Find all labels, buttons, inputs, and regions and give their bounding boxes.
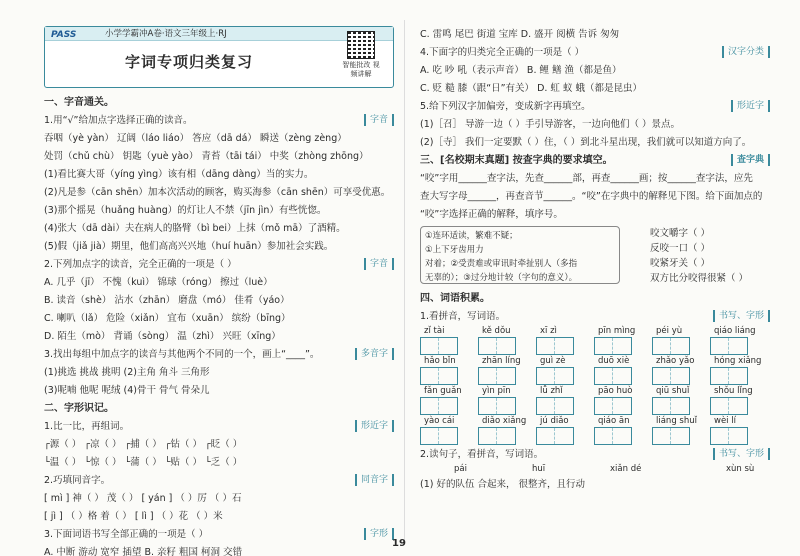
- line-text: A. 中断 游动 宽窄 插望 B. 亲籽 粗国 柯洞 交错: [44, 547, 243, 556]
- writing-box[interactable]: [594, 397, 632, 415]
- line-text: 2.巧填同音字。: [44, 475, 111, 486]
- right-column: [420, 26, 770, 494]
- line-text: └温（ ） └惊（ ） └蒲（ ） └贴（ ） └乏（ ）: [44, 457, 243, 468]
- line-text: 1.比一比，再组词。: [44, 421, 130, 432]
- exercise-line[interactable]: [44, 436, 394, 454]
- line-text: C. 贬 糙 膝（跟“日”有关） D. 虹 蚁 蛾（都是昆虫）: [420, 83, 642, 94]
- pinyin-label: hǎo bǐn: [424, 356, 456, 366]
- writing-box[interactable]: [420, 397, 458, 415]
- pinyin-label: péi yù: [656, 326, 683, 336]
- line-text: 处罚（chǔ chù） 钥匙（yuè yào） 青苔（tāi tái） 中奖（zhòng zhōng）: [44, 151, 369, 162]
- exercise-line[interactable]: [420, 134, 770, 152]
- series-title: 小学学霸冲A卷·语文三年级上·RJ: [105, 29, 227, 39]
- question-tag: 字音: [364, 258, 394, 270]
- question-tag: 形近字: [731, 100, 770, 112]
- pinyin-label: duō xiè: [598, 356, 630, 366]
- pinyin-label: kě dǒu: [482, 326, 511, 336]
- column-divider: [404, 20, 405, 540]
- line-text: 查大写字母______，再查音节______。“咬”在字典中的解释见下图。给下面加点的: [420, 191, 763, 202]
- pinyin-label: yìn pīn: [482, 386, 511, 396]
- writing-box[interactable]: [478, 337, 516, 355]
- line-text: (5)假（jiǎ jià）期里，他们高高兴兴地（huí huān）参加社会实践。: [44, 241, 334, 252]
- line-text: (3)呢喃 他呢 呢绒 (4)骨干 骨气 骨朵儿: [44, 385, 210, 396]
- pinyin-label: liáng shuǐ: [656, 416, 697, 426]
- writing-box[interactable]: [478, 397, 516, 415]
- section-4-title: 四、词语积累。: [420, 293, 490, 304]
- exercise-line[interactable]: [44, 256, 394, 274]
- pinyin-label: fǎn guǎn: [424, 386, 462, 396]
- line-text: ┌源（ ） ┌凉（ ） ┌捕（ ） ┌钻（ ） ┌眨（ ）: [44, 439, 243, 450]
- qr-caption: 智能批改 视频讲解: [342, 61, 380, 78]
- pass-logo: PASS: [51, 30, 77, 40]
- exercise-line[interactable]: [44, 472, 394, 490]
- question-tag: 查字典: [731, 154, 770, 166]
- pinyin-label: shǒu lǐng: [714, 386, 753, 396]
- writing-box[interactable]: [594, 337, 632, 355]
- line-text: 1.用“√”给加点字选择正确的读音。: [44, 115, 193, 126]
- exercise-line[interactable]: [44, 292, 394, 310]
- q2-sentence[interactable]: (1) 好的队伍 合起来， 很整齐，且行动: [420, 479, 586, 490]
- line-text: (1)看比赛大哥（yíng yìng）该有相（dāng dàng）当的实力。: [44, 169, 314, 180]
- writing-box[interactable]: [478, 427, 516, 445]
- line-text: A. 几乎（jī） 不愧（kuì） 锦球（róng） 擦过（luè）: [44, 277, 273, 288]
- pinyin-label: zhān líng: [482, 356, 521, 366]
- exercise-line[interactable]: [44, 310, 394, 328]
- line-text: 3.下面词语书写全部正确的一项是（ ）: [44, 529, 209, 540]
- exercise-line[interactable]: [44, 184, 394, 202]
- writing-box[interactable]: [710, 397, 748, 415]
- line-text: “咬”字选择正确的解释，填序号。: [420, 209, 563, 220]
- writing-box[interactable]: [652, 367, 690, 385]
- section-heading: [44, 94, 394, 112]
- dictionary-entry-line: ①上下牙齿用力: [425, 245, 484, 255]
- exercise-line[interactable]: [44, 112, 394, 130]
- page-title: 字词专项归类复习: [124, 53, 253, 71]
- pinyin-label: diǎo xiǎng: [482, 416, 527, 426]
- line-text: B. 读音（shè） 沾水（zhān） 磨盘（mó） 佳肴（yáo）: [44, 295, 290, 306]
- q2-pinyin-row: [420, 464, 770, 476]
- pinyin-label: pīn mìng: [598, 326, 636, 336]
- pinyin-grid-row: [420, 416, 770, 446]
- dictionary-panel: [420, 226, 770, 290]
- exercise-line[interactable]: [44, 418, 394, 436]
- writing-box[interactable]: [594, 367, 632, 385]
- question-text: 1.看拼音，写词语。: [420, 311, 506, 322]
- line-text: 5.给下列汉字加偏旁，变成新字再填空。: [420, 101, 591, 112]
- writing-box[interactable]: [536, 397, 574, 415]
- pinyin-grid: [420, 326, 770, 446]
- exercise-line[interactable]: [420, 98, 770, 116]
- line-text: “咬”字用______查字法，先查______部，再查______画；按______查字法，应先: [420, 173, 753, 184]
- line-text: C. 雷鸣 尾巴 街道 宝库 D. 盛开 阅横 告诉 匆匆: [420, 29, 620, 40]
- writing-box[interactable]: [710, 337, 748, 355]
- line-text: A. 吃 吵 吼（表示声音） B. 鲤 鳝 渔（都是鱼）: [420, 65, 622, 76]
- exercise-line[interactable]: [44, 526, 394, 544]
- line-text: 吞咽（yè yàn） 辽阔（láo liáo） 答应（dā dá） 瞬送（zèng zèng）: [44, 133, 347, 144]
- line-text: 4.下面字的归类完全正确的一项是（ ）: [420, 47, 585, 58]
- line-text: 2.下列加点字的读音，完全正确的一项是（ ）: [44, 259, 237, 270]
- word-choice-list: [650, 226, 748, 286]
- dictionary-entry-line: 对着；②受责难或审讯时牵扯别人（多指: [425, 259, 578, 269]
- writing-box[interactable]: [536, 427, 574, 445]
- pinyin-label: pāo huò: [598, 386, 633, 396]
- word-choice[interactable]: 反咬一口（ ）: [650, 243, 711, 254]
- writing-box[interactable]: [420, 337, 458, 355]
- line-text: (1)挑选 挑战 挑明 (2)主角 角斗 三角形: [44, 367, 210, 378]
- exercise-line[interactable]: [44, 544, 394, 556]
- pinyin-label: zhǎo yǎo: [656, 356, 695, 366]
- pinyin-hint: xiǎn dé: [610, 464, 642, 474]
- exercise-line[interactable]: [44, 166, 394, 184]
- writing-box[interactable]: [652, 337, 690, 355]
- line-text: (2)凡是参（cān shēn）加本次活动的顾客，购买海参（cān shēn）可享受优惠。: [44, 187, 391, 198]
- header-bar: [45, 27, 393, 41]
- writing-box[interactable]: [420, 427, 458, 445]
- pinyin-grid-row: [420, 326, 770, 356]
- pinyin-label: guì zè: [540, 356, 566, 366]
- writing-box[interactable]: [536, 367, 574, 385]
- exercise-line[interactable]: [44, 202, 394, 220]
- exercise-line[interactable]: [420, 62, 770, 80]
- exercise-line[interactable]: [44, 148, 394, 166]
- section-heading: [420, 152, 770, 170]
- question-tag: 形近字: [355, 420, 394, 432]
- exercise-line[interactable]: [44, 382, 394, 400]
- line-text: 3.找出每组中加点字的读音与其他两个不同的一个，画上“____”。: [44, 349, 320, 360]
- dictionary-entry-line: 无辜的）；③过分地计较（字句的意义）。: [425, 273, 578, 283]
- exercise-line[interactable]: [420, 116, 770, 134]
- writing-box[interactable]: [594, 427, 632, 445]
- exercise-line[interactable]: [44, 490, 394, 508]
- line-text: (3)那个摇晃（huǎng huàng）的灯让人不禁（jīn jìn）有些恍惚。: [44, 205, 327, 216]
- pinyin-label: wèi lí: [714, 416, 736, 426]
- writing-box[interactable]: [652, 397, 690, 415]
- qr-code-icon[interactable]: [347, 31, 375, 59]
- exercise-line[interactable]: [44, 274, 394, 292]
- pinyin-hint: xùn sù: [726, 464, 755, 474]
- exercise-line[interactable]: [420, 206, 770, 224]
- page-number: 19: [392, 538, 406, 549]
- question-text: 2.读句子，看拼音，写词语。: [420, 449, 544, 460]
- word-choice[interactable]: 双方比分咬得很紧（ ）: [650, 273, 749, 284]
- line-text: 三、[名校期末真题] 按查字典的要求填空。: [420, 155, 613, 166]
- exercise-line[interactable]: [44, 364, 394, 382]
- pinyin-grid-row: [420, 356, 770, 386]
- line-text: 一、字音通关。: [44, 97, 114, 108]
- exercise-line[interactable]: [420, 80, 770, 98]
- left-exercise-list: [44, 94, 394, 556]
- question-tag: 字形: [364, 528, 394, 540]
- header-box: [44, 26, 394, 88]
- pinyin-label: zǐ tài: [424, 326, 445, 336]
- pinyin-label: jú diǎo: [540, 416, 569, 426]
- line-text: 二、字形识记。: [44, 403, 114, 414]
- pinyin-label: lǚ zhǐ: [540, 386, 563, 396]
- exercise-line[interactable]: [44, 328, 394, 346]
- writing-box[interactable]: [710, 367, 748, 385]
- exercise-line[interactable]: [44, 454, 394, 472]
- line-text: [ mì ] 神（ ） 茂（ ） [ yán ] （ ）厉 （ ）石: [44, 493, 242, 504]
- pinyin-hint: huī: [532, 464, 546, 474]
- word-choice[interactable]: 咬紧牙关（ ）: [650, 258, 711, 269]
- pinyin-label: qiáo liáng: [714, 326, 756, 336]
- question-4-1: [420, 308, 770, 326]
- pinyin-label: xī zì: [540, 326, 557, 336]
- right-exercise-list: [420, 26, 770, 224]
- pinyin-hint: pái: [454, 464, 467, 474]
- question-tag: 书写、字形: [713, 310, 770, 322]
- exercise-line[interactable]: [44, 238, 394, 256]
- exercise-line[interactable]: [44, 346, 394, 364]
- pinyin-label: hóng xiǎng: [714, 356, 762, 366]
- dictionary-entry-box: [420, 226, 620, 284]
- question-4-2: [420, 446, 770, 464]
- line-text: (1)［召］ 导游一边（ ）手引导游客，一边向他们（ ）景点。: [420, 119, 681, 130]
- exercise-line[interactable]: [420, 170, 770, 188]
- question-tag: 汉字分类: [722, 46, 770, 58]
- exercise-line[interactable]: [44, 508, 394, 526]
- line-text: (4)张大（dā dài）夫在病人的胳臂（bì bei）上抹（mǒ mā）了酒精。: [44, 223, 346, 234]
- line-text: [ jì ] （ ）格 着（ ） [ lì ] （ ）花 （ ）米: [44, 511, 223, 522]
- pinyin-label: qiū shuǐ: [656, 386, 690, 396]
- line-text: (2)［寺］ 我们一定要默（ ）住，（ ）到北斗星出现，我们就可以知道方向了。: [420, 137, 752, 148]
- left-column: [44, 26, 394, 556]
- exercise-line[interactable]: [420, 188, 770, 206]
- question-tag: 多音字: [355, 348, 394, 360]
- word-choice[interactable]: 咬文嚼字（ ）: [650, 228, 711, 239]
- writing-box[interactable]: [478, 367, 516, 385]
- pinyin-label: qiáo ān: [598, 416, 630, 426]
- pinyin-label: yào cái: [424, 416, 455, 426]
- dictionary-entry-line: ①连环适读，繁难不疑；: [425, 231, 518, 241]
- question-tag: 同音字: [355, 474, 394, 486]
- exercise-line[interactable]: [420, 26, 770, 44]
- writing-box[interactable]: [420, 367, 458, 385]
- line-text: D. 陌生（mò） 背诵（sòng） 温（zhì） 兴旺（xīng）: [44, 331, 281, 342]
- exercise-line[interactable]: [44, 220, 394, 238]
- exercise-line[interactable]: [420, 44, 770, 62]
- pinyin-grid-row: [420, 386, 770, 416]
- writing-box[interactable]: [652, 427, 690, 445]
- writing-box[interactable]: [536, 337, 574, 355]
- exercise-line[interactable]: [44, 130, 394, 148]
- section-heading: [44, 400, 394, 418]
- writing-box[interactable]: [710, 427, 748, 445]
- line-text: C. 喇叭（lǎ） 危险（xiǎn） 宜布（xuān） 缤纷（bīng）: [44, 313, 291, 324]
- question-tag: 字音: [364, 114, 394, 126]
- question-tag: 书写、字形: [713, 448, 770, 460]
